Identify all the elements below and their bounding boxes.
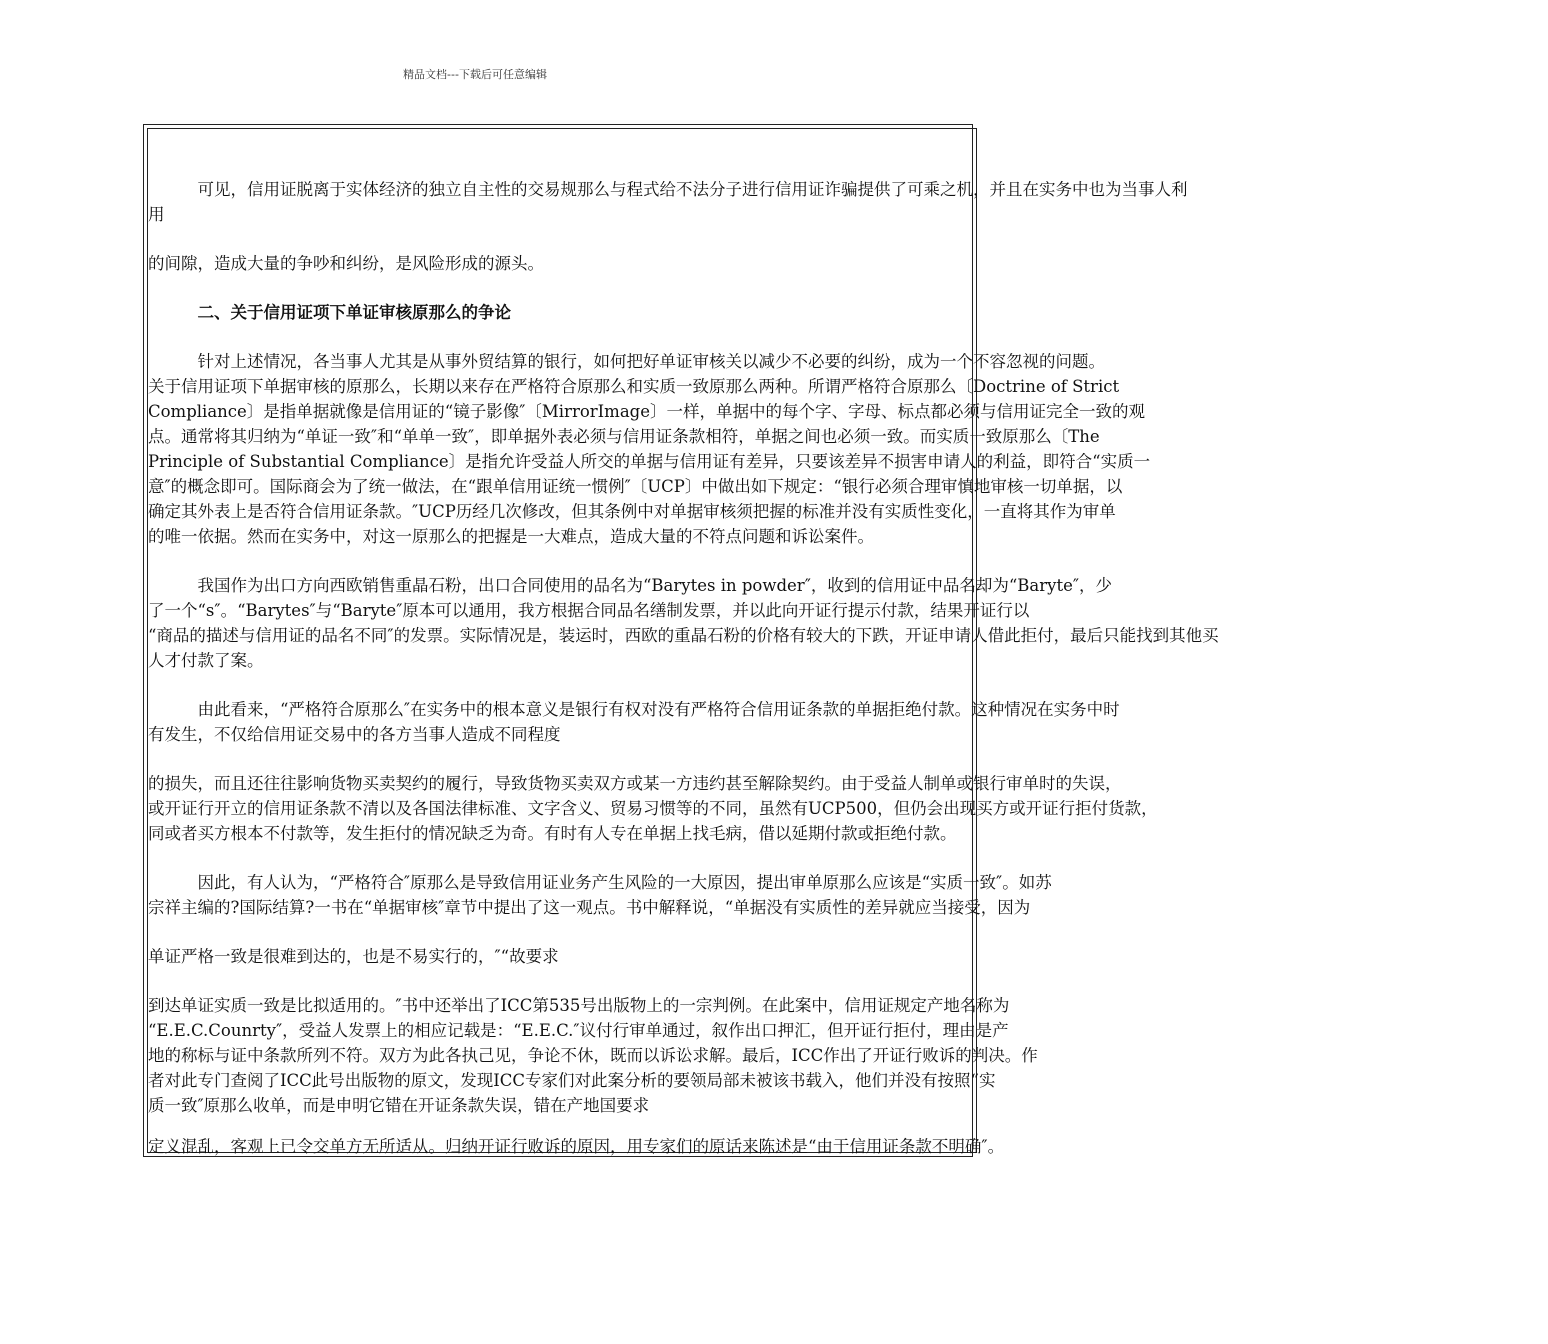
paragraph-line: 或开证行开立的信用证条款不清以及各国法律标准、文字含义、贸易习惯等的不同，虽然有UCP500，但仍会出现买方或开证行拒付货款， (148, 799, 1158, 818)
paragraph-line: 可见，信用证脱离于实体经济的独立自主性的交易规那么与程式给不法分子进行信用证诈骗提供了可乘之机，并且在实务中也为当事人利 (148, 180, 1188, 199)
paragraph-line: “E.E.C.Counrty″，受益人发票上的相应记载是：“E.E.C.″议付行审单通过，叙作出口押汇，但开证行拒付，理由是产 (148, 1021, 1009, 1040)
paragraph-line: 同或者买方根本不付款等，发生拒付的情况缺乏为奇。有时有人专在单据上找毛病，借以延期付款或拒绝付款。 (148, 824, 957, 843)
paragraph-line: 到达单证实质一致是比拟适用的。″书中还举出了ICC第535号出版物上的一宗判例。在此案中，信用证规定产地名称为 (148, 996, 1010, 1015)
paragraph-line: 有发生，不仅给信用证交易中的各方当事人造成不同程度 (148, 725, 561, 744)
paragraph-line: 人才付款了案。 (148, 651, 264, 670)
paragraph-line: 的唯一依据。然而在实务中，对这一原那么的把握是一大难点，造成大量的不符点问题和诉讼案件。 (148, 527, 874, 546)
page-header: 精品文档---下载后可任意编辑 (403, 68, 547, 81)
paragraph-line: 了一个“s″。“Barytes″与“Baryte″原本可以通用，我方根据合同品名缮制发票，并以此向开证行提示付款，结果开证行以 (148, 601, 1030, 620)
paragraph-line: 质一致″原那么收单，而是申明它错在开证条款失误，错在产地国要求 (148, 1096, 650, 1115)
paragraph-line: 确定其外表上是否符合信用证条款。″UCP历经几次修改，但其条例中对单据审核须把握的标准并没有实质性变化，一直将其作为审单 (148, 502, 1116, 521)
paragraph-line: Compliance〕是指单据就像是信用证的“镜子影像″〔MirrorImage〕一样，单据中的每个字、字母、标点都必须与信用证完全一致的观 (148, 402, 1145, 421)
paragraph-line: 关于信用证项下单据审核的原那么，长期以来存在严格符合原那么和实质一致原那么两种。所谓严格符合原那么〔Doctrine of Strict (148, 377, 1120, 396)
paragraph-line: 点。通常将其归纳为“单证一致″和“单单一致″，即单据外表必须与信用证条款相符，单据之间也必须一致。而实质一致原那么〔The (148, 427, 1100, 446)
paragraph-line: “商品的描述与信用证的品名不同″的发票。实际情况是，装运时，西欧的重晶石粉的价格有较大的下跌，开证申请人借此拒付，最后只能找到其他买 (148, 626, 1219, 645)
paragraph-line: 定义混乱，客观上已令交单方无所适从。归纳开证行败诉的原因，用专家们的原话来陈述是“由于信用证条款不明确″。 (148, 1137, 1005, 1156)
paragraph-line: 地的称标与证中条款所列不符。双方为此各执己见，争论不休，既而以诉讼求解。最后，ICC作出了开证行败诉的判决。作 (148, 1046, 1038, 1065)
section-heading: 二、关于信用证项下单证审核原那么的争论 (148, 303, 511, 322)
paragraph-line: 针对上述情况，各当事人尤其是从事外贸结算的银行，如何把好单证审核关以减少不必要的纠纷，成为一个不容忽视的问题。 (148, 352, 1105, 371)
paragraph-line: 单证严格一致是很难到达的，也是不易实行的，″“故要求 (148, 947, 559, 966)
paragraph-line: 我国作为出口方向西欧销售重晶石粉，出口合同使用的品名为“Barytes in powder″，收到的信用证中品名却为“Baryte″，少 (148, 576, 1113, 595)
paragraph-line: 用 (148, 205, 165, 224)
paragraph-line: 意″的概念即可。国际商会为了统一做法，在“跟单信用证统一惯例″〔UCP〕中做出如下规定：“银行必须合理审慎地审核一切单据，以 (148, 477, 1123, 496)
document-frame (147, 128, 1219, 1156)
paragraph-line: 因此，有人认为，“严格符合″原那么是导致信用证业务产生风险的一大原因，提出审单原那么应该是“实质一致″。如苏 (148, 873, 1052, 892)
paragraph-line: 者对此专门查阅了ICC此号出版物的原文，发现ICC专家们对此案分析的要领局部未被该书载入，他们并没有按照“实 (148, 1071, 996, 1090)
paragraph-line: 的间隙，造成大量的争吵和纠纷，是风险形成的源头。 (148, 254, 544, 273)
paragraph-line: 由此看来，“严格符合原那么″在实务中的根本意义是银行有权对没有严格符合信用证条款的单据拒绝付款。这种情况在实务中时 (148, 700, 1120, 719)
paragraph-line: Principle of Substantial Compliance〕是指允许受益人所交的单据与信用证有差异，只要该差异不损害申请人的利益，即符合“实质一 (148, 452, 1151, 471)
paragraph-line: 的损失，而且还往往影响货物买卖契约的履行，导致货物买卖双方或某一方违约甚至解除契约。由于受益人制单或银行审单时的失误， (148, 774, 1122, 793)
paragraph-line: 宗祥主编的?国际结算?一书在“单据审核″章节中提出了这一观点。书中解释说，“单据没有实质性的差异就应当接受，因为 (148, 898, 1031, 917)
